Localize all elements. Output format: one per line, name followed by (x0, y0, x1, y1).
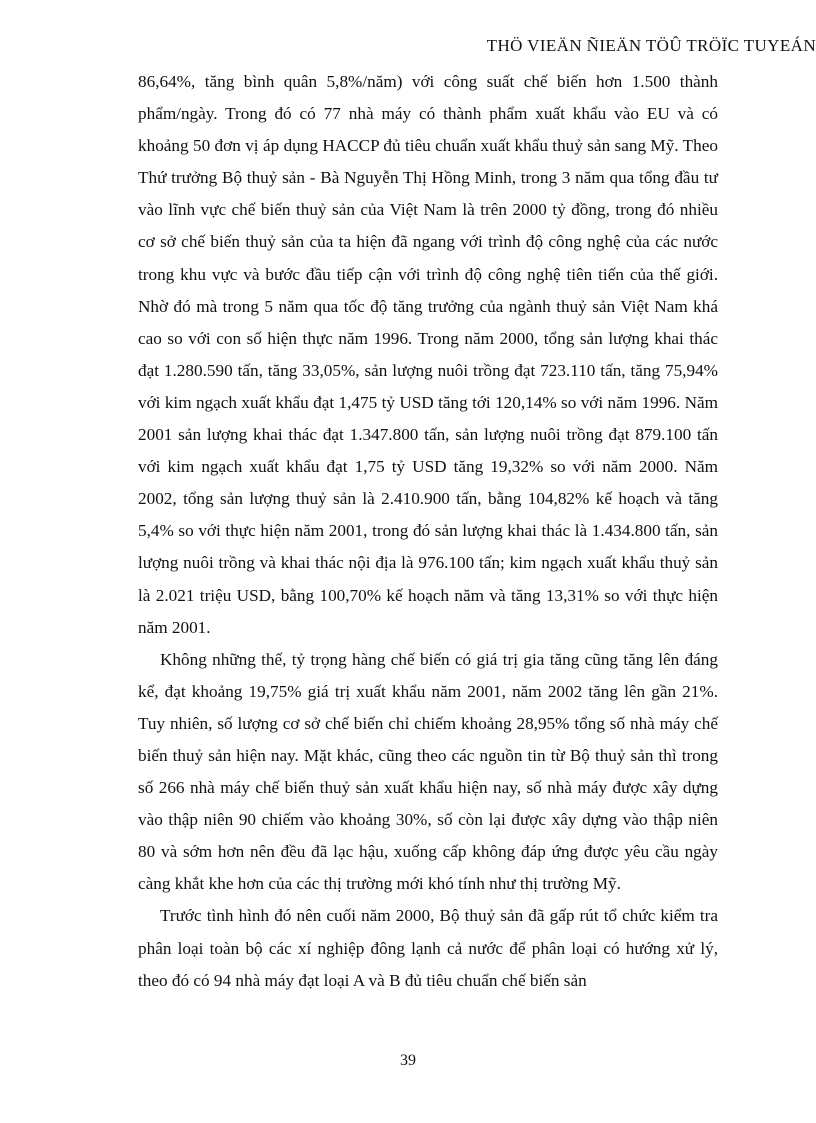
paragraph-value-added-share: Không những thế, tỷ trọng hàng chế biến có giá trị gia tăng cũng tăng lên đáng kể, đạt khoảng 19,75% giá trị xuất khẩu năm 2001, năm 2002 tăng lên gần 21%. Tuy nhiên, số lượng cơ sở chế biến chỉ chiếm khoảng 28,95% tổng số nhà máy chế biến thuỷ sản hiện nay. Mặt khác, cũng theo các nguồn tin từ Bộ thuỷ sản thì trong số 266 nhà máy chế biến thuỷ sản xuất khẩu hiện nay, số nhà máy được xây dựng vào thập niên 90 chiếm vào khoảng 30%, số còn lại được xây dựng vào thập niên 80 và sớm hơn nên đều đã lạc hậu, xuống cấp không đáp ứng được yêu cầu ngày càng khắt khe hơn của các thị trường mới khó tính như thị trường Mỹ. (138, 649, 718, 894)
page-number: 39 (400, 1052, 416, 1069)
document-body (138, 66, 718, 997)
running-header: THÖ VIEÄN ÑIEÄN TÖÛ TRÖÏC TUYEÁN (486, 36, 816, 55)
paragraph-continuation: 86,64%, tăng bình quân 5,8%/năm) với công suất chế biến hơn 1.500 thành phẩm/ngày. Trong đó có 77 nhà máy có thành phẩm xuất khẩu vào EU và có khoảng 50 đơn vị áp dụng HACCP đủ tiêu chuẩn xuất khẩu thuỷ sản sang Mỹ. Theo Thứ trưởng Bộ thuỷ sản - Bà Nguyễn Thị Hồng Minh, trong 3 năm qua tổng đầu tư vào lĩnh vực chế biến thuỷ sản của Việt Nam là trên 2000 tỷ đồng, trong đó nhiều cơ sở chế biến thuỷ sản của ta hiện đã ngang với trình độ công nghệ của các nước trong khu vực và bước đầu tiếp cận với trình độ công nghệ tiên tiến của thế giới. Nhờ đó mà trong 5 năm qua tốc độ tăng trưởng của ngành thuỷ sản Việt Nam khá cao so với con số hiện thực năm 1996. Trong năm 2000, tổng sản lượng khai thác đạt 1.280.590 tấn, tăng 33,05%, sản lượng nuôi trồng đạt 723.110 tấn, tăng 75,94% với kim ngạch xuất khẩu đạt 1,475 tỷ USD tăng tới 120,14% so với năm 1996. Năm 2001 sản lượng khai thác đạt 1.347.800 tấn, sản lượng nuôi trồng đạt 879.100 tấn với kim ngạch xuất khẩu đạt 1,75 tỷ USD tăng 19,32% so với năm 2000. Năm 2002, tổng sản lượng thuỷ sản là 2.410.900 tấn, bằng 104,82% kế hoạch và tăng 5,4% so với thực hiện năm 2001, trong đó sản lượng khai thác là 1.434.800 tấn, sản lượng nuôi trồng và khai thác nội địa là 976.100 tấn; kim ngạch xuất khẩu thuỷ sản là 2.021 triệu USD, bằng 100,70% kế hoạch năm và tăng 13,31% so với thực hiện năm 2001. (138, 72, 718, 637)
paragraph-factory-inspection: Trước tình hình đó nên cuối năm 2000, Bộ thuỷ sản đã gấp rút tổ chức kiểm tra phân loại toàn bộ các xí nghiệp đông lạnh cả nước để phân loại có hướng xử lý, theo đó có 94 nhà máy đạt loại A và B đủ tiêu chuẩn chế biến sản (138, 906, 718, 990)
